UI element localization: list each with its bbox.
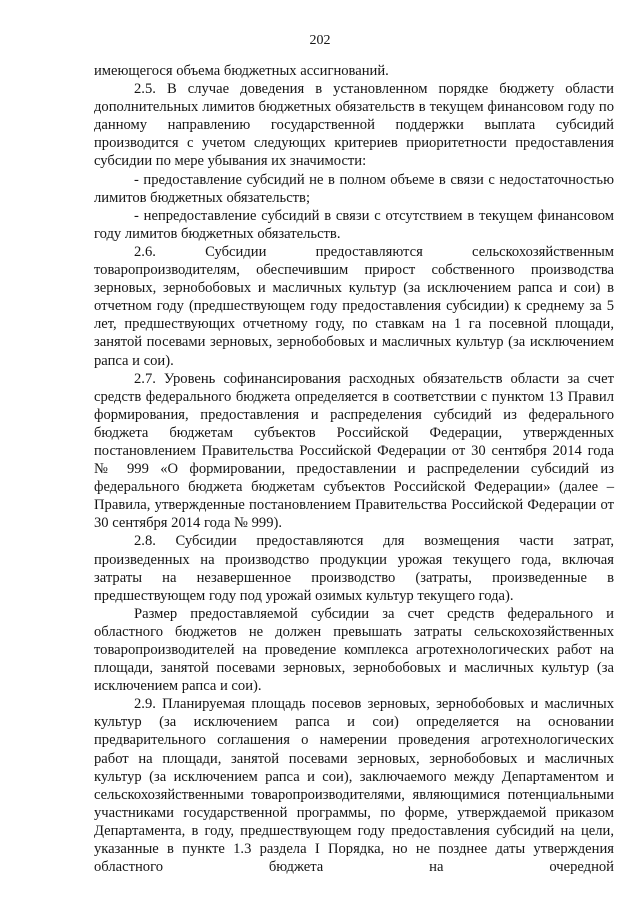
paragraph-2-7: 2.7. Уровень софинансирования расходных обязательств области за счет средств федерального бюджета определяется в соответствии с пунктом 13 Правил формирования, предоставления и распределения субсидий из федерального бюджета бюджетам субъектов Российской Федерации, утвержденных постановлением Правительства Российской Федерации от 30 сентября 2014 года № 999 «О формировании, предоставлении и распределении субсидий из федерального бюджета бюджетам субъектов Российской Федерации» (далее – Правила, утвержденные постановлением Правительства Российской Федерации от 30 сентября 2014 года № 999). bbox=[94, 370, 614, 532]
paragraph-2-6: 2.6. Субсидии предоставляются сельскохозяйственным товаропроизводителям, обеспечившим прирост собственного производства зерновых, зернобобовых и масличных культур (за исключением рапса и сои) в отчетном году (предшествующем году предоставления субсидии) к среднему за 5 лет, предшествующих отчетному году, по ставкам на 1 га посевной площади, занятой посевами зерновых, зернобобовых и масличных культур (за исключением рапса и сои). bbox=[94, 243, 614, 369]
paragraph-continuation: имеющегося объема бюджетных ассигнований. bbox=[94, 63, 389, 79]
paragraph-subsidy-size: Размер предоставляемой субсидии за счет средств федерального и областного бюджетов не должен превышать затраты сельскохозяйственных товаропроизводителей на проведение комплекса агротехнологических работ на площади, занятой посевами зерновых, зернобобовых и масличных культур (за исключением рапса и сои). bbox=[94, 605, 614, 695]
list-item-criterion-1: - предоставление субсидий не в полном объеме в связи с недостаточностью лимитов бюджетных обязательств; bbox=[94, 171, 614, 206]
paragraph-2-9: 2.9. Планируемая площадь посевов зерновых, зернобобовых и масличных культур (за исключением рапса и сои) определяется на основании предварительного соглашения о намерении проведения агротехнологических работ на площади, занятой посевами зерновых, зернобобовых и масличных культур (за исключением рапса и сои), заключаемого между Департаментом и сельскохозяйственными товаропроизводителями, являющимися потенциальными участниками государственной программы, по форме, утверждаемой приказом Департамента, в году, предшествующем году предоставления субсидий на цели, указанные в пункте 1.3 раздела I Порядка, но не позднее даты утверждения областного бюджета на очередной bbox=[94, 696, 614, 876]
list-item-criterion-2: - непредоставление субсидий в связи с отсутствием в текущем финансовом году лимитов бюджетных обязательств. bbox=[94, 207, 614, 242]
paragraph-2-5: 2.5. В случае доведения в установленном порядке бюджету области дополнительных лимитов бюджетных обязательств в текущем финансовом году по данному направлению государственной поддержки выплата субсидий производится с учетом следующих критериев приоритетности предоставления субсидии по мере убывания их значимости: bbox=[94, 81, 614, 170]
page-number: 202 bbox=[309, 33, 331, 48]
paragraph-2-8: 2.8. Субсидии предоставляются для возмещения части затрат, произведенных на производство продукции урожая текущего года, включая затраты на незавершенное производство (затраты, произведенные в предшествующем году под урожай озимых культур текущего года). bbox=[94, 533, 614, 604]
body-text bbox=[94, 62, 614, 876]
